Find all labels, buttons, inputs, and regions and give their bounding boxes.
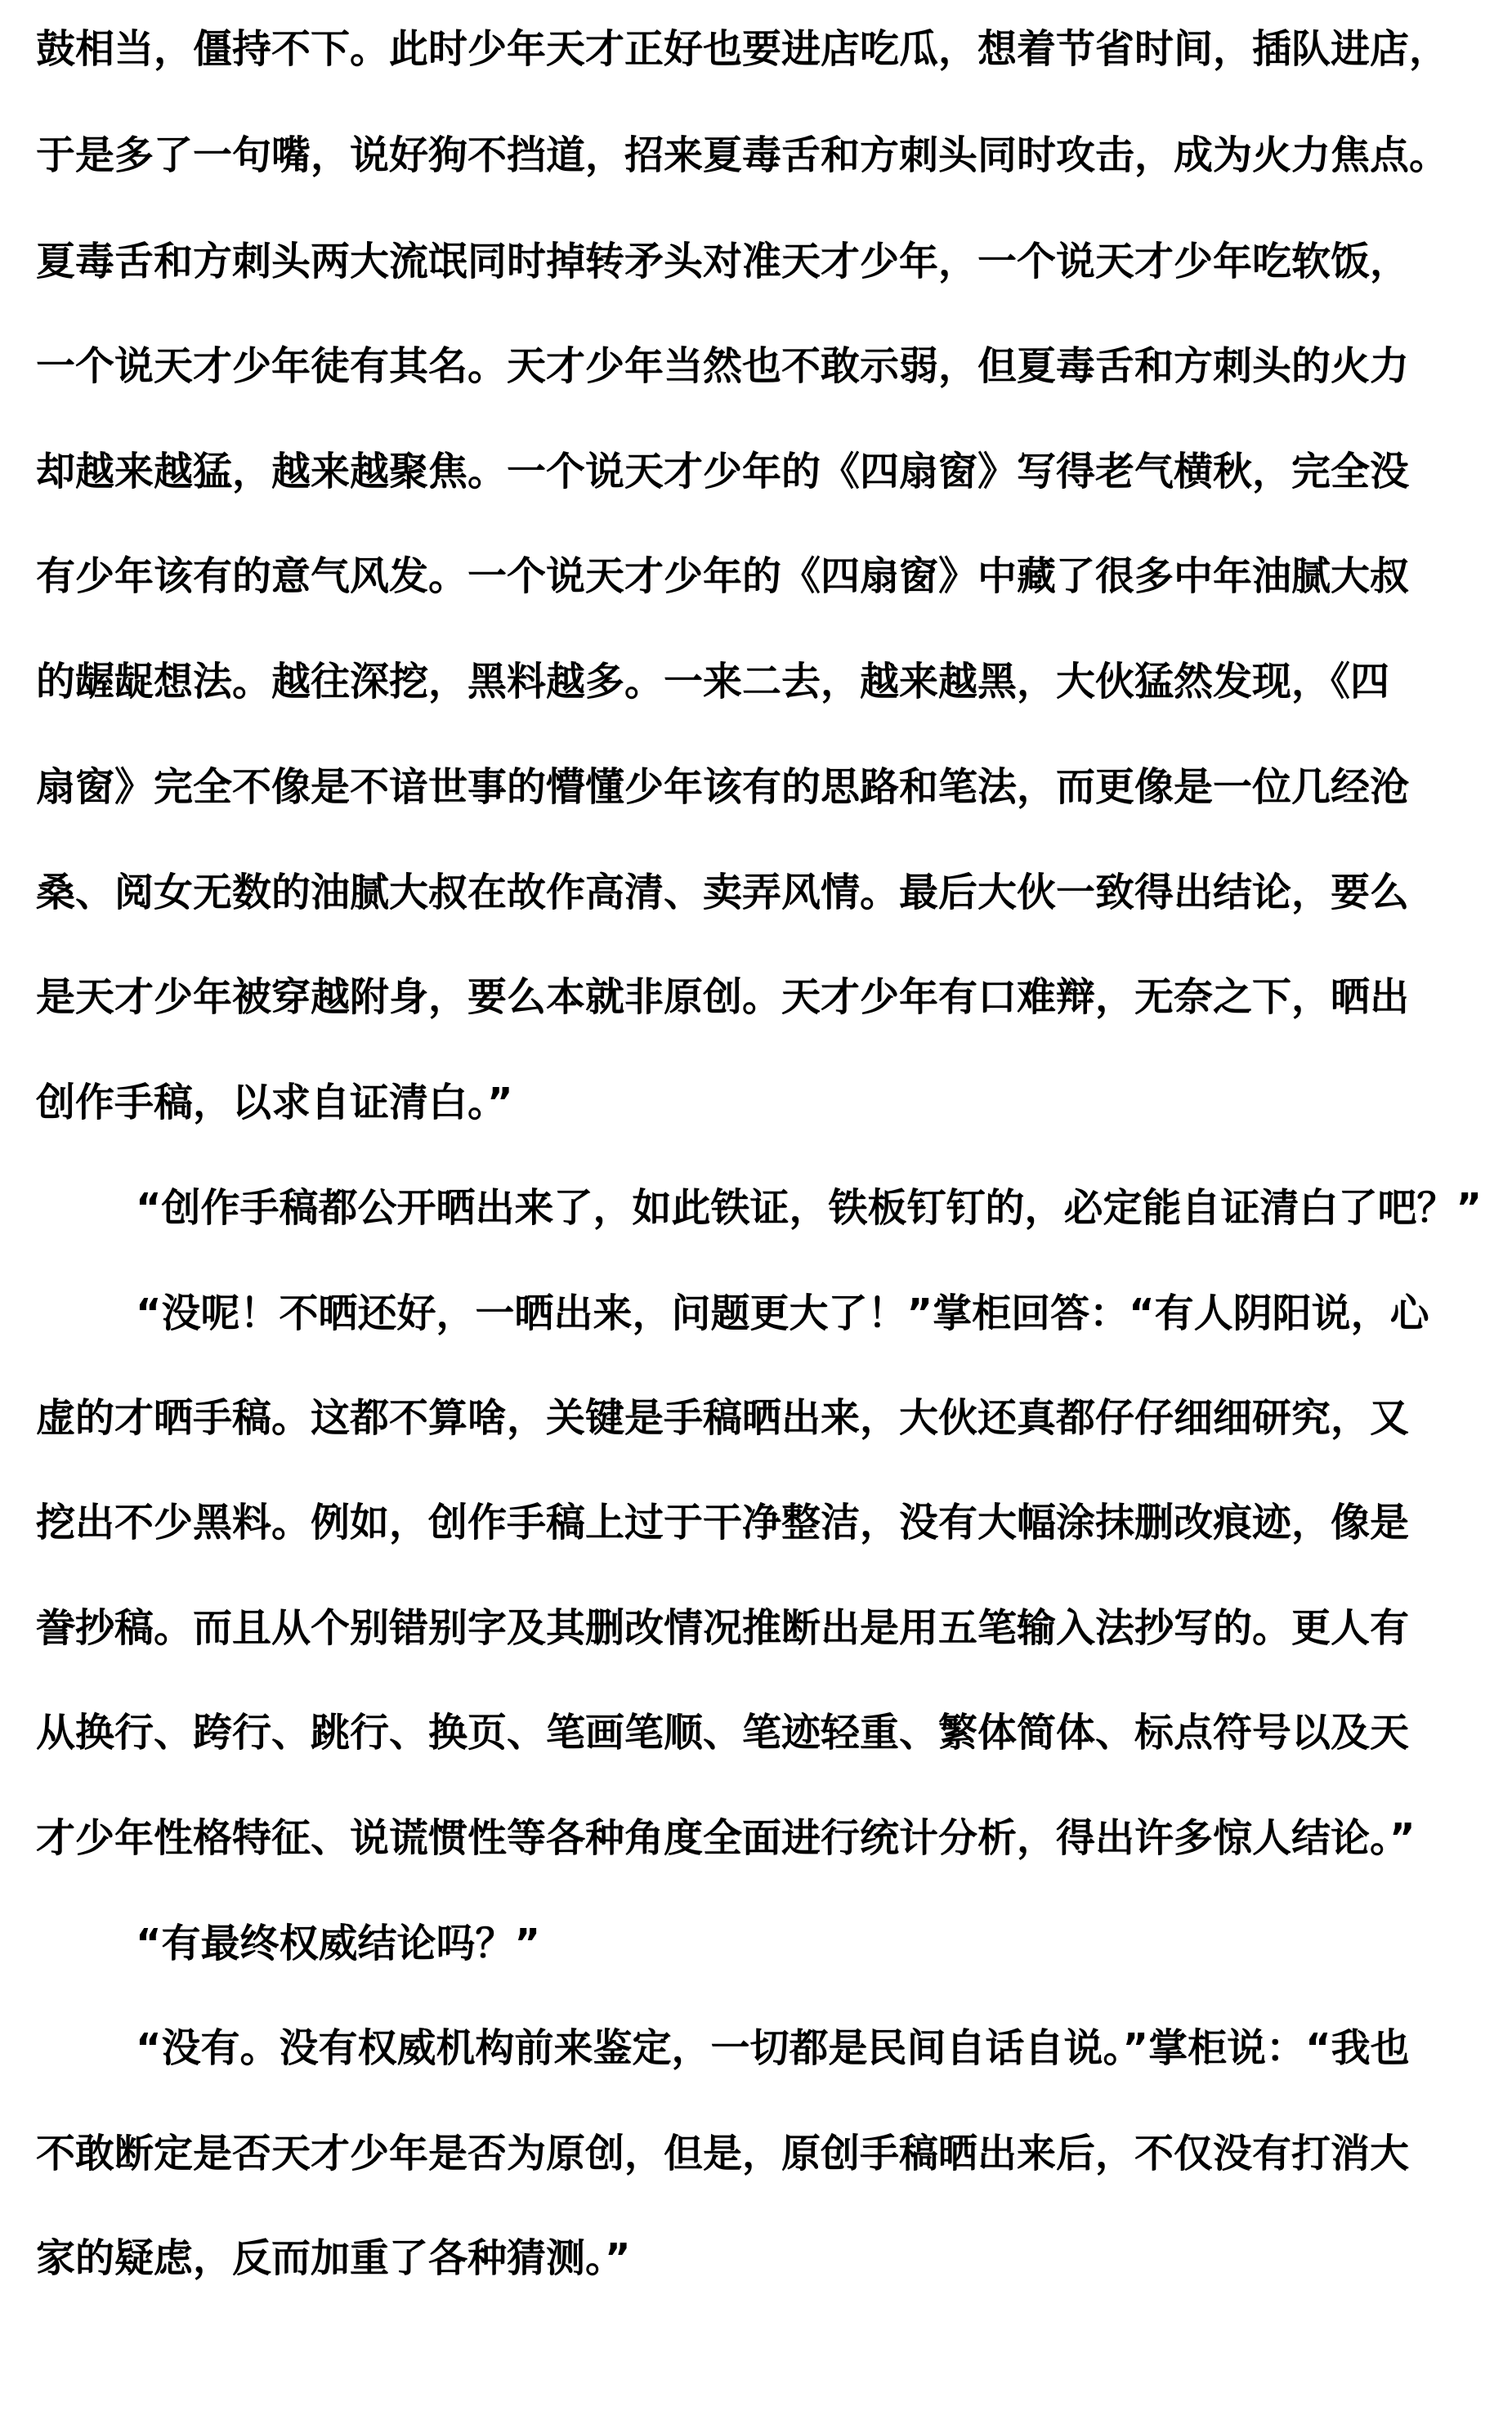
text-line: 虚的才晒手稿。这都不算啥，关键是手稿晒出来，大伙还真都仔仔细细研究，又 (36, 1395, 1410, 1441)
text-line: 挖出不少黑料。例如，创作手稿上过于干净整洁，没有大幅涂抹删改痕迹，像是 (36, 1500, 1410, 1545)
text-line: 是天才少年被穿越附身，要么本就非原创。天才少年有口难辩，无奈之下，晒出 (36, 974, 1410, 1020)
text-line: 夏毒舌和方刺头两大流氓同时掉转矛头对准天才少年，一个说天才少年吃软饭， (36, 239, 1410, 284)
text-line: 一个说天才少年徒有其名。天才少年当然也不敢示弱，但夏毒舌和方刺头的火力 (36, 343, 1410, 389)
text-line: “有最终权威结论吗？” (136, 1921, 541, 1966)
text-line: 创作手稿，以求自证清白。” (36, 1080, 513, 1125)
text-line: 鼓相当，僵持不下。此时少年天才正好也要进店吃瓜，想着节省时间，插队进店， (36, 26, 1449, 72)
text-line: 扇窗》完全不像是不谙世事的懵懂少年该有的思路和笔法，而更像是一位几经沧 (36, 764, 1410, 810)
text-line: 却越来越猛，越来越聚焦。一个说天才少年的《四扇窗》写得老气横秋，完全没 (36, 449, 1410, 494)
text-line: “没有。没有权威机构前来鉴定，一切都是民间自话自说。”掌柜说：“我也 (136, 2025, 1410, 2071)
text-line: 不敢断定是否天才少年是否为原创，但是，原创手稿晒出来后，不仅没有打消大 (36, 2131, 1410, 2176)
text-line: “创作手稿都公开晒出来了，如此铁证，铁板钉钉的，必定能自证清白了吧？” (136, 1185, 1483, 1231)
text-line: 从换行、跨行、跳行、换页、笔画笔顺、笔迹轻重、繁体简体、标点符号以及天 (36, 1710, 1410, 1756)
text-line: 有少年该有的意气风发。一个说天才少年的《四扇窗》中藏了很多中年油腻大叔 (36, 553, 1410, 599)
text-line: 于是多了一句嘴，说好狗不挡道，招来夏毒舌和方刺头同时攻击，成为火力焦点。 (36, 132, 1449, 178)
text-line: “没呢！不晒还好，一晒出来，问题更大了！”掌柜回答：“有人阴阳说，心 (136, 1290, 1429, 1336)
text-line: 家的疑虑，反而加重了各种猜测。” (36, 2235, 631, 2281)
text-line: 誊抄稿。而且从个别错别字及其删改情况推断出是用五笔输入法抄写的。更人有 (36, 1605, 1410, 1651)
text-line: 桑、阅女无数的油腻大叔在故作高清、卖弄风情。最后大伙一致得出结论，要么 (36, 870, 1410, 915)
text-line: 的龌龊想法。越往深挖，黑料越多。一来二去，越来越黑，大伙猛然发现，《四 (36, 659, 1390, 705)
text-line: 才少年性格特征、说谎惯性等各种角度全面进行统计分析，得出许多惊人结论。” (36, 1815, 1416, 1861)
